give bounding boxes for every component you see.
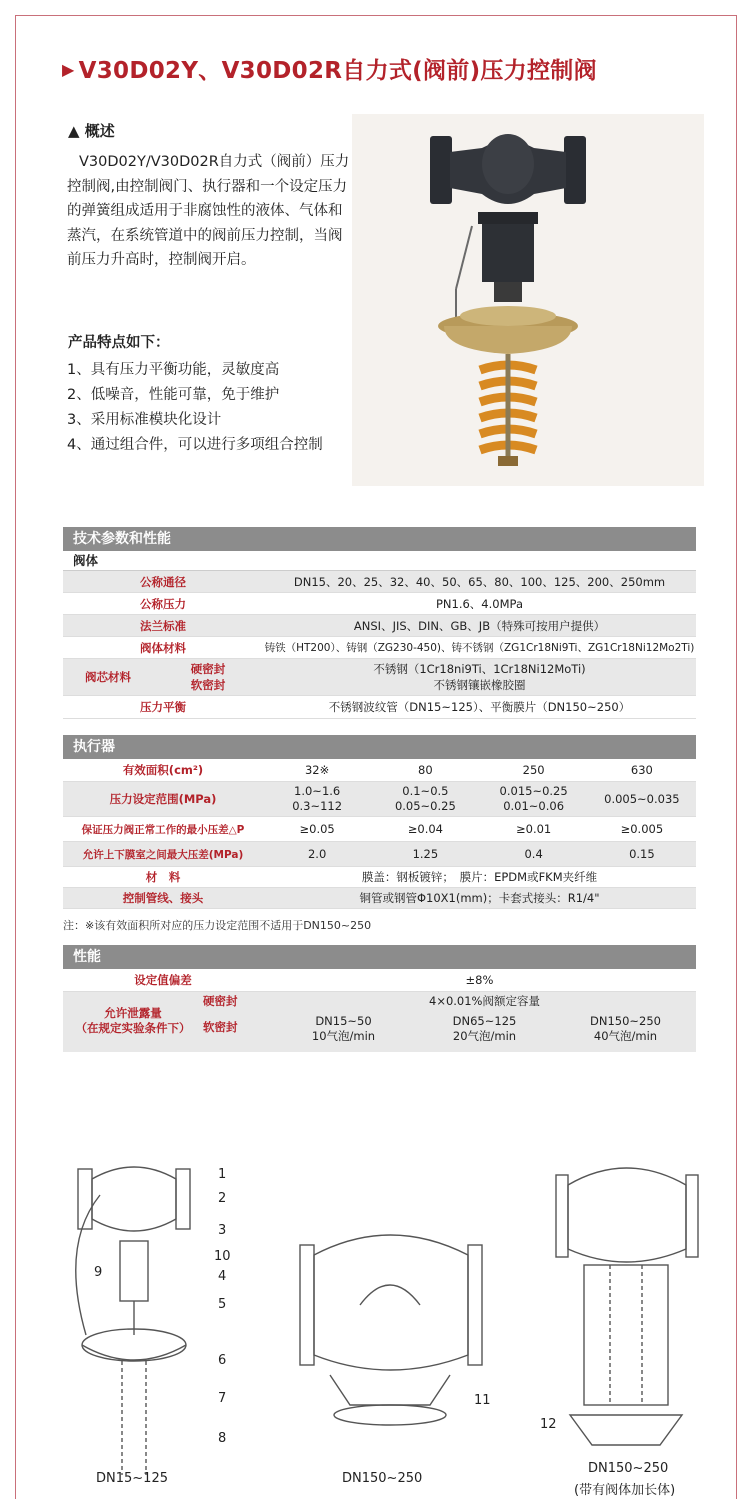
row-label: 保证压力阀正常工作的最小压差△P [81, 823, 245, 836]
performance-table [63, 945, 696, 1052]
cell-line: 0.005~0.035 [604, 791, 680, 806]
cell-line: 0.015~0.25 [499, 784, 568, 798]
row-label: 设定值偏差 [134, 973, 192, 987]
callout-number: 3 [218, 1223, 227, 1238]
table-row [63, 782, 696, 817]
valve-photo [352, 114, 704, 486]
cell-line: 0.05~0.25 [394, 799, 456, 813]
leak-sublabel: （在规定实验条件下） [75, 1021, 191, 1035]
cell: DN150~250 [590, 1014, 661, 1028]
leak-values [273, 992, 696, 1052]
cell: DN15~50 [315, 1014, 372, 1028]
table-row [63, 637, 696, 659]
table-row [63, 842, 696, 867]
row-value: PN1.6、4.0MPa [435, 596, 523, 611]
row-value: DN15、20、25、32、40、50、65、80、100、125、200、250mm [293, 574, 666, 589]
row-label: 允许上下膜室之间最大压差(MPa) [82, 848, 244, 861]
row-label: 公称通径 [140, 574, 186, 589]
feature-item: 1、具有压力平衡功能，灵敏度高 [67, 362, 280, 378]
hard-seal-label: 硬密封 [190, 662, 226, 676]
callout-number: 7 [218, 1391, 227, 1406]
table-row [63, 615, 696, 637]
actuator-heading: 执行器 [63, 735, 696, 759]
performance-heading: 性能 [63, 945, 696, 969]
diagram-label: DN150~250 [342, 1471, 423, 1486]
callout-number: 4 [218, 1269, 227, 1284]
diagram-label: DN150~250 [588, 1461, 669, 1476]
table-row [63, 659, 696, 696]
callout-number: 8 [218, 1431, 227, 1446]
soft-seal-value: 不锈钢镶嵌橡胶圈 [433, 678, 526, 692]
row-label: 压力平衡 [140, 700, 186, 714]
cell: 40气泡/min [593, 1029, 658, 1043]
cell [480, 784, 588, 814]
triangle-bullet-icon: ▶ [62, 60, 75, 79]
leak-label-group [63, 992, 203, 1052]
diagram-label: DN15~125 [96, 1471, 168, 1486]
row-label: 材 料 [145, 870, 181, 884]
table-row [63, 817, 696, 842]
seal-labels [203, 992, 273, 1052]
cell: ≥0.01 [516, 821, 552, 836]
row-label: 公称压力 [140, 596, 186, 611]
cell: 0.15 [629, 846, 655, 861]
features-heading: 产品特点如下： [68, 335, 170, 351]
table-row [63, 759, 696, 782]
soft-seal-label: 软密封 [190, 678, 226, 692]
cell: ≥0.05 [299, 821, 335, 836]
core-seal-labels [153, 661, 263, 693]
cell: 80 [418, 762, 433, 777]
callout-number: 10 [214, 1249, 231, 1264]
bubble-row [273, 1029, 696, 1044]
soft-seal-label: 软密封 [203, 1020, 238, 1034]
feature-item: 4、通过组合件，可以进行多项组合控制 [67, 437, 323, 453]
cell-line: 1.0~1.6 [294, 784, 341, 798]
feature-item: 2、低噪音，性能可靠，免于维护 [67, 387, 280, 403]
leak-label: 允许泄露量 [104, 1006, 162, 1020]
feature-item: 3、采用标准模块化设计 [67, 412, 222, 428]
table-row [63, 969, 696, 992]
callout-number: 9 [94, 1265, 103, 1280]
cell: 2.0 [307, 846, 327, 861]
page-title [62, 52, 597, 85]
table-note: 注：※该有效面积所对应的压力设定范围不适用于DN150~250 [63, 919, 372, 932]
table-row [63, 888, 696, 909]
cell: 20气泡/min [452, 1029, 517, 1043]
actuator-table [63, 735, 696, 909]
row-value: 膜盖：钢板镀锌； 膜片：EPDM或FKM夹纤维 [361, 870, 598, 884]
cell: DN65~125 [452, 1014, 517, 1028]
leak-row [63, 992, 696, 1052]
valve-diagrams [60, 1145, 710, 1499]
cell: 0.4 [524, 846, 543, 861]
diagram-drawings [60, 1145, 710, 1499]
cell: ≥0.005 [620, 821, 664, 836]
features-list [67, 358, 347, 458]
callout-number: 12 [540, 1417, 557, 1432]
body-heading: 阀体 [63, 551, 696, 571]
table-row [63, 593, 696, 615]
valve-photo-illustration [352, 114, 704, 486]
row-label: 控制管线、接头 [122, 891, 204, 905]
row-value: 铜管或钢管Φ10X1(mm)；卡套式接头：R1/4" [359, 891, 600, 905]
hard-seal-label: 硬密封 [203, 994, 238, 1008]
overview-heading: ▲ 概述 [68, 122, 115, 140]
row-label: 有效面积(cm²) [122, 763, 204, 777]
cell [263, 784, 371, 814]
cell [588, 792, 696, 807]
cell: 250 [522, 762, 545, 777]
callout-number: 6 [218, 1353, 227, 1368]
tech-heading: 技术参数和性能 [63, 527, 696, 551]
row-value: 不锈钢波纹管（DN15~125）、平衡膜片（DN150~250） [328, 700, 631, 714]
row-label: 压力设定范围(MPa) [109, 792, 217, 806]
cell [371, 784, 479, 814]
cell: 1.25 [412, 846, 439, 861]
core-label: 阀芯材料 [85, 670, 131, 684]
table-row [63, 571, 696, 593]
cell: 10气泡/min [311, 1029, 376, 1043]
row-value: 铸铁（HT200）、铸钢（ZG230-450)、铸不锈钢（ZG1Cr18Ni9Ti、ZG1Cr18Ni12Mo2Ti) [264, 642, 695, 654]
size-row [273, 1014, 696, 1029]
tech-table [63, 527, 696, 719]
overview-text: V30D02Y/V30D02R自力式（阀前）压力控制阀,由控制阀门、执行器和一个设定压力的弹簧组成适用于非腐蚀性的液体、气体和蒸汽，在系统管道中的阀前压力控制，当阀前压力升高时，控制阀开启。 [67, 154, 350, 268]
core-values [263, 661, 696, 693]
table-row [63, 867, 696, 888]
table-row [63, 696, 696, 719]
hard-seal-value: 4×0.01%阀额定容量 [429, 994, 540, 1008]
callout-number: 1 [218, 1167, 227, 1182]
row-label: 阀体材料 [140, 640, 186, 655]
cell-line: 0.3~112 [292, 799, 343, 813]
callout-number: 5 [218, 1297, 227, 1312]
row-value: ±8% [465, 973, 494, 987]
cell: ≥0.04 [407, 821, 443, 836]
callout-number: 2 [218, 1191, 227, 1206]
row-value: ANSI、JIS、DIN、GB、JB（特殊可按用户提供） [353, 618, 606, 633]
cell: 32※ [304, 762, 330, 777]
diagram-label: (带有阀体加长体) [574, 1483, 676, 1498]
row-label: 法兰标准 [140, 618, 186, 633]
cell: 630 [630, 762, 653, 777]
cell-line: 0.01~0.06 [503, 799, 565, 813]
hard-seal-value: 不锈钢（1Cr18ni9Ti、1Cr18Ni12MoTi) [373, 662, 586, 676]
cell-line: 0.1~0.5 [402, 784, 449, 798]
callout-number: 11 [474, 1393, 491, 1408]
title-text: V30D02Y、V30D02R自力式(阀前)压力控制阀 [78, 58, 597, 84]
